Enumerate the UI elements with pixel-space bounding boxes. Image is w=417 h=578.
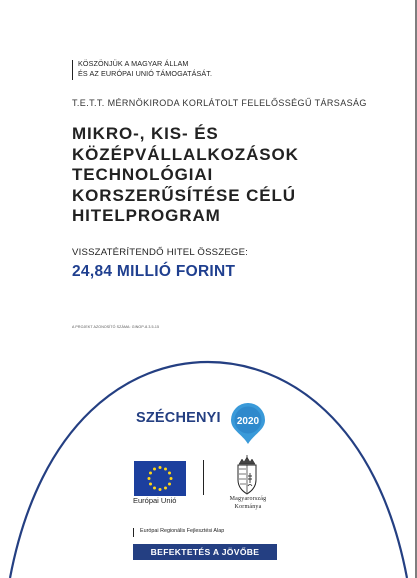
loan-amount: 24,84 MILLIÓ FORINT <box>72 263 236 280</box>
thanks-line-1: KÖSZÖNJÜK A MAGYAR ÁLLAM <box>78 59 189 68</box>
title-line: HITELPROGRAM <box>72 206 221 225</box>
thanks-line-2: ÉS AZ EURÓPAI UNIÓ TÁMOGATÁSÁT. <box>78 69 213 78</box>
eu-label: Európai Unió <box>133 496 177 505</box>
title-line: KORSZERŰSÍTÉSE CÉLÚ <box>72 185 296 205</box>
project-id: A PROJEKT AZONOSÍTÓ SZÁMA: GINOP-8.3.5-15 <box>72 325 160 329</box>
title-line: TECHNOLÓGIAI <box>72 165 214 184</box>
logo-divider <box>203 460 204 495</box>
invest-banner: BEFEKTETÉS A JÖVŐBE <box>133 544 277 560</box>
szechenyi-2020-logo <box>136 403 276 443</box>
beneficiary-name: T.E.T.T. MÉRNÖKIRODA KORLÁTOLT FELELŐSSÉGŰ TÁRSASÁG <box>72 98 367 108</box>
szechenyi-wordmark: SZÉCHENYI <box>136 410 221 426</box>
government-label <box>213 495 283 511</box>
title-line: KÖZÉPVÁLLALKOZÁSOK <box>72 144 299 164</box>
szechenyi-year: 2020 <box>236 416 260 427</box>
fund-name: Európai Regionális Fejlesztési Alap <box>140 528 225 534</box>
fund-statement <box>133 527 333 539</box>
fund-accent-bar <box>133 528 134 537</box>
loan-label: VISSZATÉRÍTENDŐ HITEL ÖSSZEGE: <box>72 247 249 258</box>
government-line-2: Kormánya <box>234 504 262 510</box>
hungarian-crest-icon <box>234 455 260 495</box>
eu-flag-icon <box>134 461 186 496</box>
title-line: MIKRO-, KIS- ÉS <box>72 124 219 143</box>
government-line-1: Magyarország <box>229 496 267 502</box>
